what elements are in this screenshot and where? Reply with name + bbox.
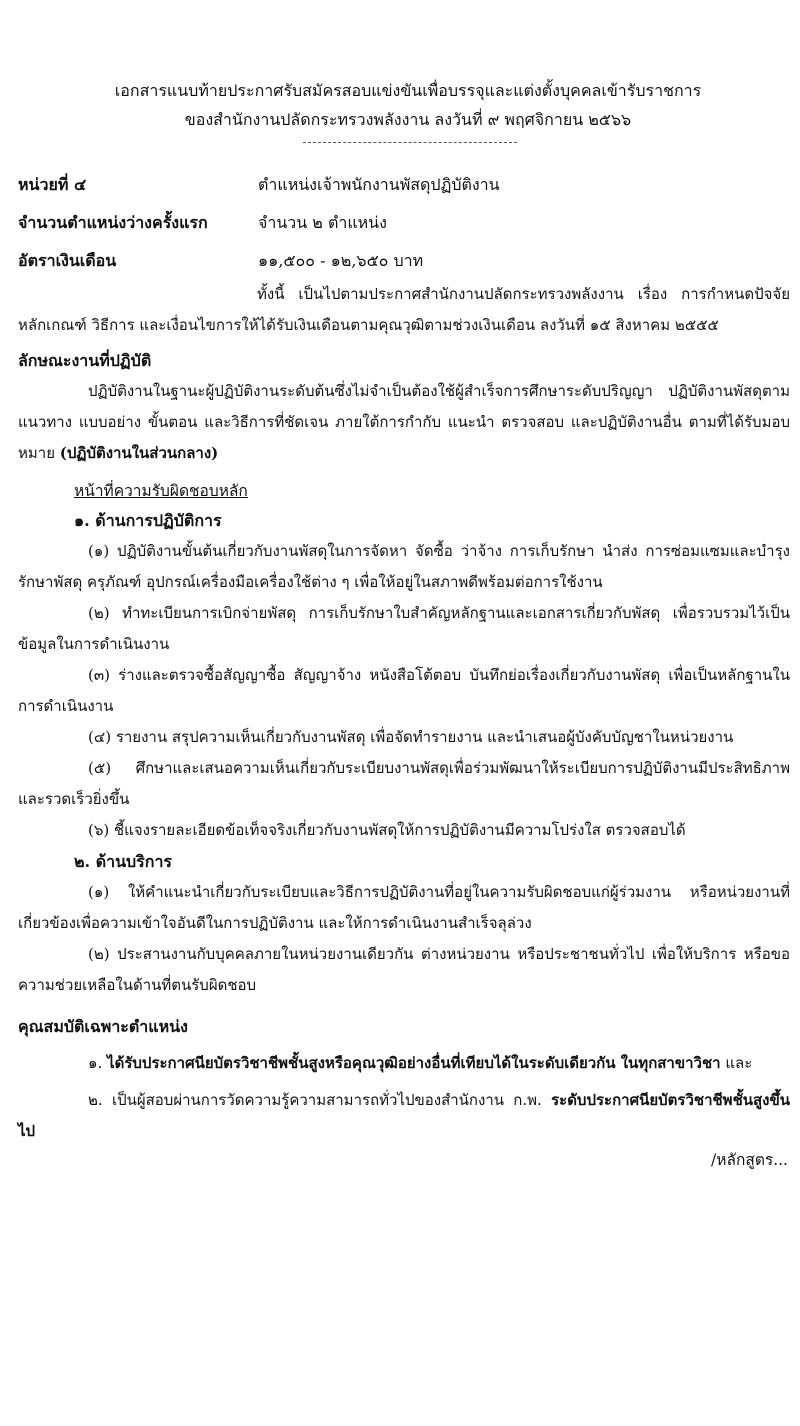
qualification-1-bold: ได้รับประกาศนียบัตรวิชาชีพชั้นสูงหรือคุณวุฒิอย่างอื่นที่เทียบได้ในระดับเดียวกัน ในทุกสาขาวิชา	[107, 1054, 721, 1072]
operations-item: (๕) ศึกษาและเสนอความเห็นเกี่ยวกับระเบียบงานพัสดุเพื่อร่วมพัฒนาให้ระเบียบการปฏิบัติงานมีประสิทธิภาพและรวดเร็วยิ่งขึ้น	[18, 759, 790, 808]
job-nature-heading: ลักษณะงานที่ปฏิบัติ	[18, 351, 152, 370]
header-line-2: ของสำนักงานปลัดกระทรวงพลังงาน ลงวันที่ ๙ พฤศจิกายน ๒๕๖๖	[184, 110, 632, 129]
services-item: (๒) ประสานงานกับบุคคลภายในหน่วยงานเดียวกัน ต่างหน่วยงาน หรือประชาชนทั่วไป เพื่อให้บริการ หรือขอความช่วยเหลือในด้านที่ตนรับผิดชอบ	[18, 945, 790, 994]
qualification-1-prefix: ๑.	[88, 1054, 108, 1072]
info-value: ๑๑,๕๐๐ - ๑๒,๖๕๐ บาท	[258, 251, 424, 270]
operations-item: (๒) ทำทะเบียนการเบิกจ่ายพัสดุ การเก็บรักษาใบสำคัญหลักฐานและเอกสารเกี่ยวกับพัสดุ เพื่อรวบรวมไว้เป็นข้อมูลในการดำเนินงาน	[18, 604, 790, 653]
qualifications-heading: คุณสมบัติเฉพาะตำแหน่ง	[18, 1017, 188, 1036]
job-nature-emphasis: (ปฏิบัติงานในส่วนกลาง)	[59, 444, 219, 462]
operations-heading: ๑. ด้านการปฏิบัติการ	[74, 511, 222, 530]
position-info	[18, 173, 790, 287]
qualification-1-suffix: และ	[720, 1054, 753, 1072]
info-label: หน่วยที่ ๔	[18, 175, 87, 194]
qualification-1	[18, 1048, 790, 1079]
services-heading: ๒. ด้านบริการ	[74, 852, 173, 871]
operations-item: (๔) รายงาน สรุปความเห็นเกี่ยวกับงานพัสดุ เพื่อจัดทำรายงาน และนำเสนอผู้บังคับบัญชาในหน่วยงาน	[88, 728, 734, 746]
operations-item: (๑) ปฏิบัติงานขั้นต้นเกี่ยวกับงานพัสดุในการจัดหา จัดซื้อ ว่าจ้าง การเก็บรักษา นำส่ง การซ่อมแซมและบำรุงรักษาพัสดุ ครุภัณฑ์ อุปกรณ์เครื่องมือเครื่องใช้ต่าง ๆ เพื่อให้อยู่ในสภาพดีพร้อมต่อการใช้งาน	[18, 542, 790, 591]
info-value: จำนวน ๒ ตำแหน่ง	[258, 213, 387, 232]
job-nature-body: ปฏิบัติงานในฐานะผู้ปฏิบัติงานระดับต้นซึ่งไม่จำเป็นต้องใช้ผู้สำเร็จการศึกษาระดับปริญญา ปฏิบัติงานพัสดุตามแนวทาง แบบอย่าง ขั้นตอน และวิธีการที่ชัดเจน ภายใต้การกำกับ แนะนำ ตรวจสอบ และปฏิบัติงานอื่น ตามที่ได้รับมอบหมาย	[18, 382, 790, 462]
services-item: (๑) ให้คำแนะนำเกี่ยวกับระเบียบและวิธีการปฏิบัติงานที่อยู่ในความรับผิดชอบแก่ผู้ร่วมงาน หรือหน่วยงานที่เกี่ยวข้องเพื่อความเข้าใจอันดีในการปฏิบัติงาน และให้การดำเนินงานสำเร็จลุล่วง	[18, 883, 790, 932]
salary-note: ทั้งนี้ เป็นไปตามประกาศสำนักงานปลัดกระทรวงพลังงาน เรื่อง การกำหนดปัจจัย หลักเกณฑ์ วิธีการ และเงื่อนไขการให้ได้รับเงินเดือนตามคุณวุฒิตามช่วงเงินเดือน ลงวันที่ ๑๕ สิงหาคม ๒๕๕๕	[18, 285, 790, 334]
job-nature-text	[18, 376, 790, 469]
duties-heading: หน้าที่ความรับผิดชอบหลัก	[74, 482, 248, 500]
info-label: อัตราเงินเดือน	[18, 251, 117, 270]
operations-item: (๖) ชี้แจงรายละเอียดข้อเท็จจริงเกี่ยวกับงานพัสดุให้การปฏิบัติงานมีความโปร่งใส ตรวจสอบได้	[88, 821, 686, 839]
qualification-2-bold: ระดับประกาศนียบัตรวิชาชีพชั้นสูงขึ้นไป	[18, 1091, 790, 1140]
document-header	[18, 76, 790, 134]
continued-marker: /หลักสูตร...	[711, 1151, 788, 1169]
info-row-unit	[18, 173, 790, 211]
info-value: ตำแหน่งเจ้าพนักงานพัสดุปฏิบัติงาน	[258, 175, 500, 194]
operations-item: (๓) ร่างและตรวจซื้อสัญญาซื้อ สัญญาจ้าง หนังสือโต้ตอบ บันทึกย่อเรื่องเกี่ยวกับงานพัสดุ เพื่อเป็นหลักฐานในการดำเนินงาน	[18, 666, 790, 715]
header-divider	[303, 142, 517, 143]
info-label: จำนวนตำแหน่งว่างครั้งแรก	[18, 213, 208, 232]
qualification-2-prefix: ๒. เป็นผู้สอบผ่านการวัดความรู้ความสามารถทั่วไปของสำนักงาน ก.พ.	[88, 1091, 552, 1109]
info-row-vacancies	[18, 211, 790, 249]
qualification-2	[18, 1085, 790, 1147]
header-line-1: เอกสารแนบท้ายประกาศรับสมัครสอบแข่งขันเพื่อบรรจุและแต่งตั้งบุคคลเข้ารับราชการ	[114, 81, 702, 100]
